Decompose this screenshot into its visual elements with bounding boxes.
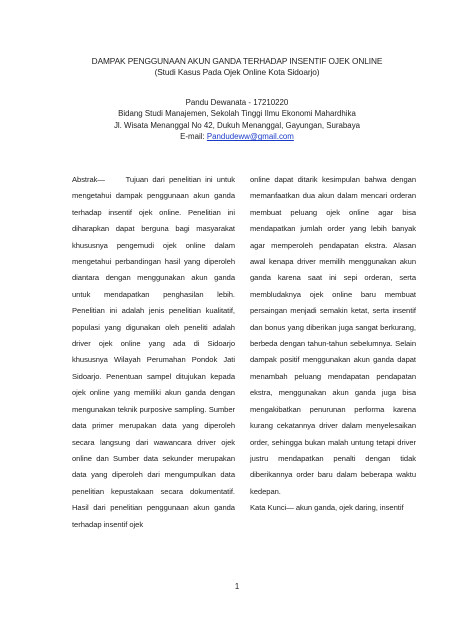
keywords-line	[250, 500, 416, 516]
author-name: Pandu Dewanata - 17210220	[185, 98, 289, 107]
author-block	[0, 97, 474, 143]
abstract-text-right: online dapat ditarik kesimpulan bahwa dengan memanfaatkan dua akun dalam mencari orderan membuat peluang ojek online agar bisa mendapatkan jumlah order yang lebih banyak agar memperoleh pendapatan ekstra. Alasan awal kenapa driver memilih menggunakan akun ganda karena saat ini sepi orderan, serta membludaknya ojek online baru membuat persaingan menjadi semakin ketat, serta insentif dan bonus yang diberikan juga sangat berkurang, berbeda dengan tahun-tahun sebelumnya. Selain dampak positif menggunakan akun ganda dapat menambah peluang mendapatan pendapatan ekstra, menggunakan akun ganda juga bisa mengakibatkan penurunan performa karena kurang cekatannya driver dalam menyelesaikan order, sehingga bukan malah untung tetapi driver justru mendapatkan penalti dengan tidak diberikannya order baru dalam beberapa waktu kedepan.	[250, 175, 416, 496]
email-link[interactable]: Pandudeww@gmail.com	[206, 132, 294, 142]
keywords-text: akun ganda, ojek daring, insentif	[293, 503, 404, 513]
author-address: Jl. Wisata Menanggal No 42, Dukuh Menanggal, Gayungan, Surabaya	[113, 120, 361, 130]
abstract-paragraph-left	[72, 172, 235, 533]
page-number: 1	[234, 582, 240, 591]
paper-title: DAMPAK PENGGUNAAN AKUN GANDA TERHADAP INSENTIF OJEK ONLINE	[91, 56, 383, 66]
abstract-column-left	[72, 172, 235, 533]
email-label: E-mail:	[180, 132, 207, 142]
abstract-column-right	[250, 172, 416, 517]
keywords-label: Kata Kunci—	[250, 503, 294, 513]
author-affiliation: Bidang Studi Manajemen, Sekolah Tinggi Ilmu Ekonomi Mahardhika	[118, 109, 356, 119]
abstract-text-left: Tujuan dari penelitian ini untuk mengetahui dampak penggunaan akun ganda terhadap insentif ojek online. Penelitian ini diharapkan dapat berguna bagi masyarakat khususnya pengemudi ojek online dalam mengetahui perbandingan hasil yang diperoleh diantara dengan menggunakan akun ganda untuk mendapatkan penghasilan lebih. Penelitian ini adalah jenis penelitian kualitatif, populasi yang digunakan oleh peneliti adalah driver ojek online yang ada di Sidoarjo khususnya Wilayah Perumahan Pondok Jati Sidoarjo. Penentuan sampel ditujukan kepada ojek online yang memiliki akun ganda dengan mengunakan teknik purposive sampling. Sumber data primer merupakan data yang diperoleh secara langsung dari wawancara driver ojek online dan Sumber data sekunder merupakan data yang diperoleh dari mengumpulkan data penelitian kepustakaan secara dokumentatif. Hasil dari penelitian penggunaan akun ganda terhadap insentif ojek	[72, 175, 235, 529]
paper-subtitle: (Studi Kasus Pada Ojek Online Kota Sidoarjo)	[154, 67, 320, 77]
author-email-line	[0, 131, 474, 142]
abstract-label: Abstrak—	[72, 175, 105, 184]
paper-title-block	[0, 56, 474, 78]
